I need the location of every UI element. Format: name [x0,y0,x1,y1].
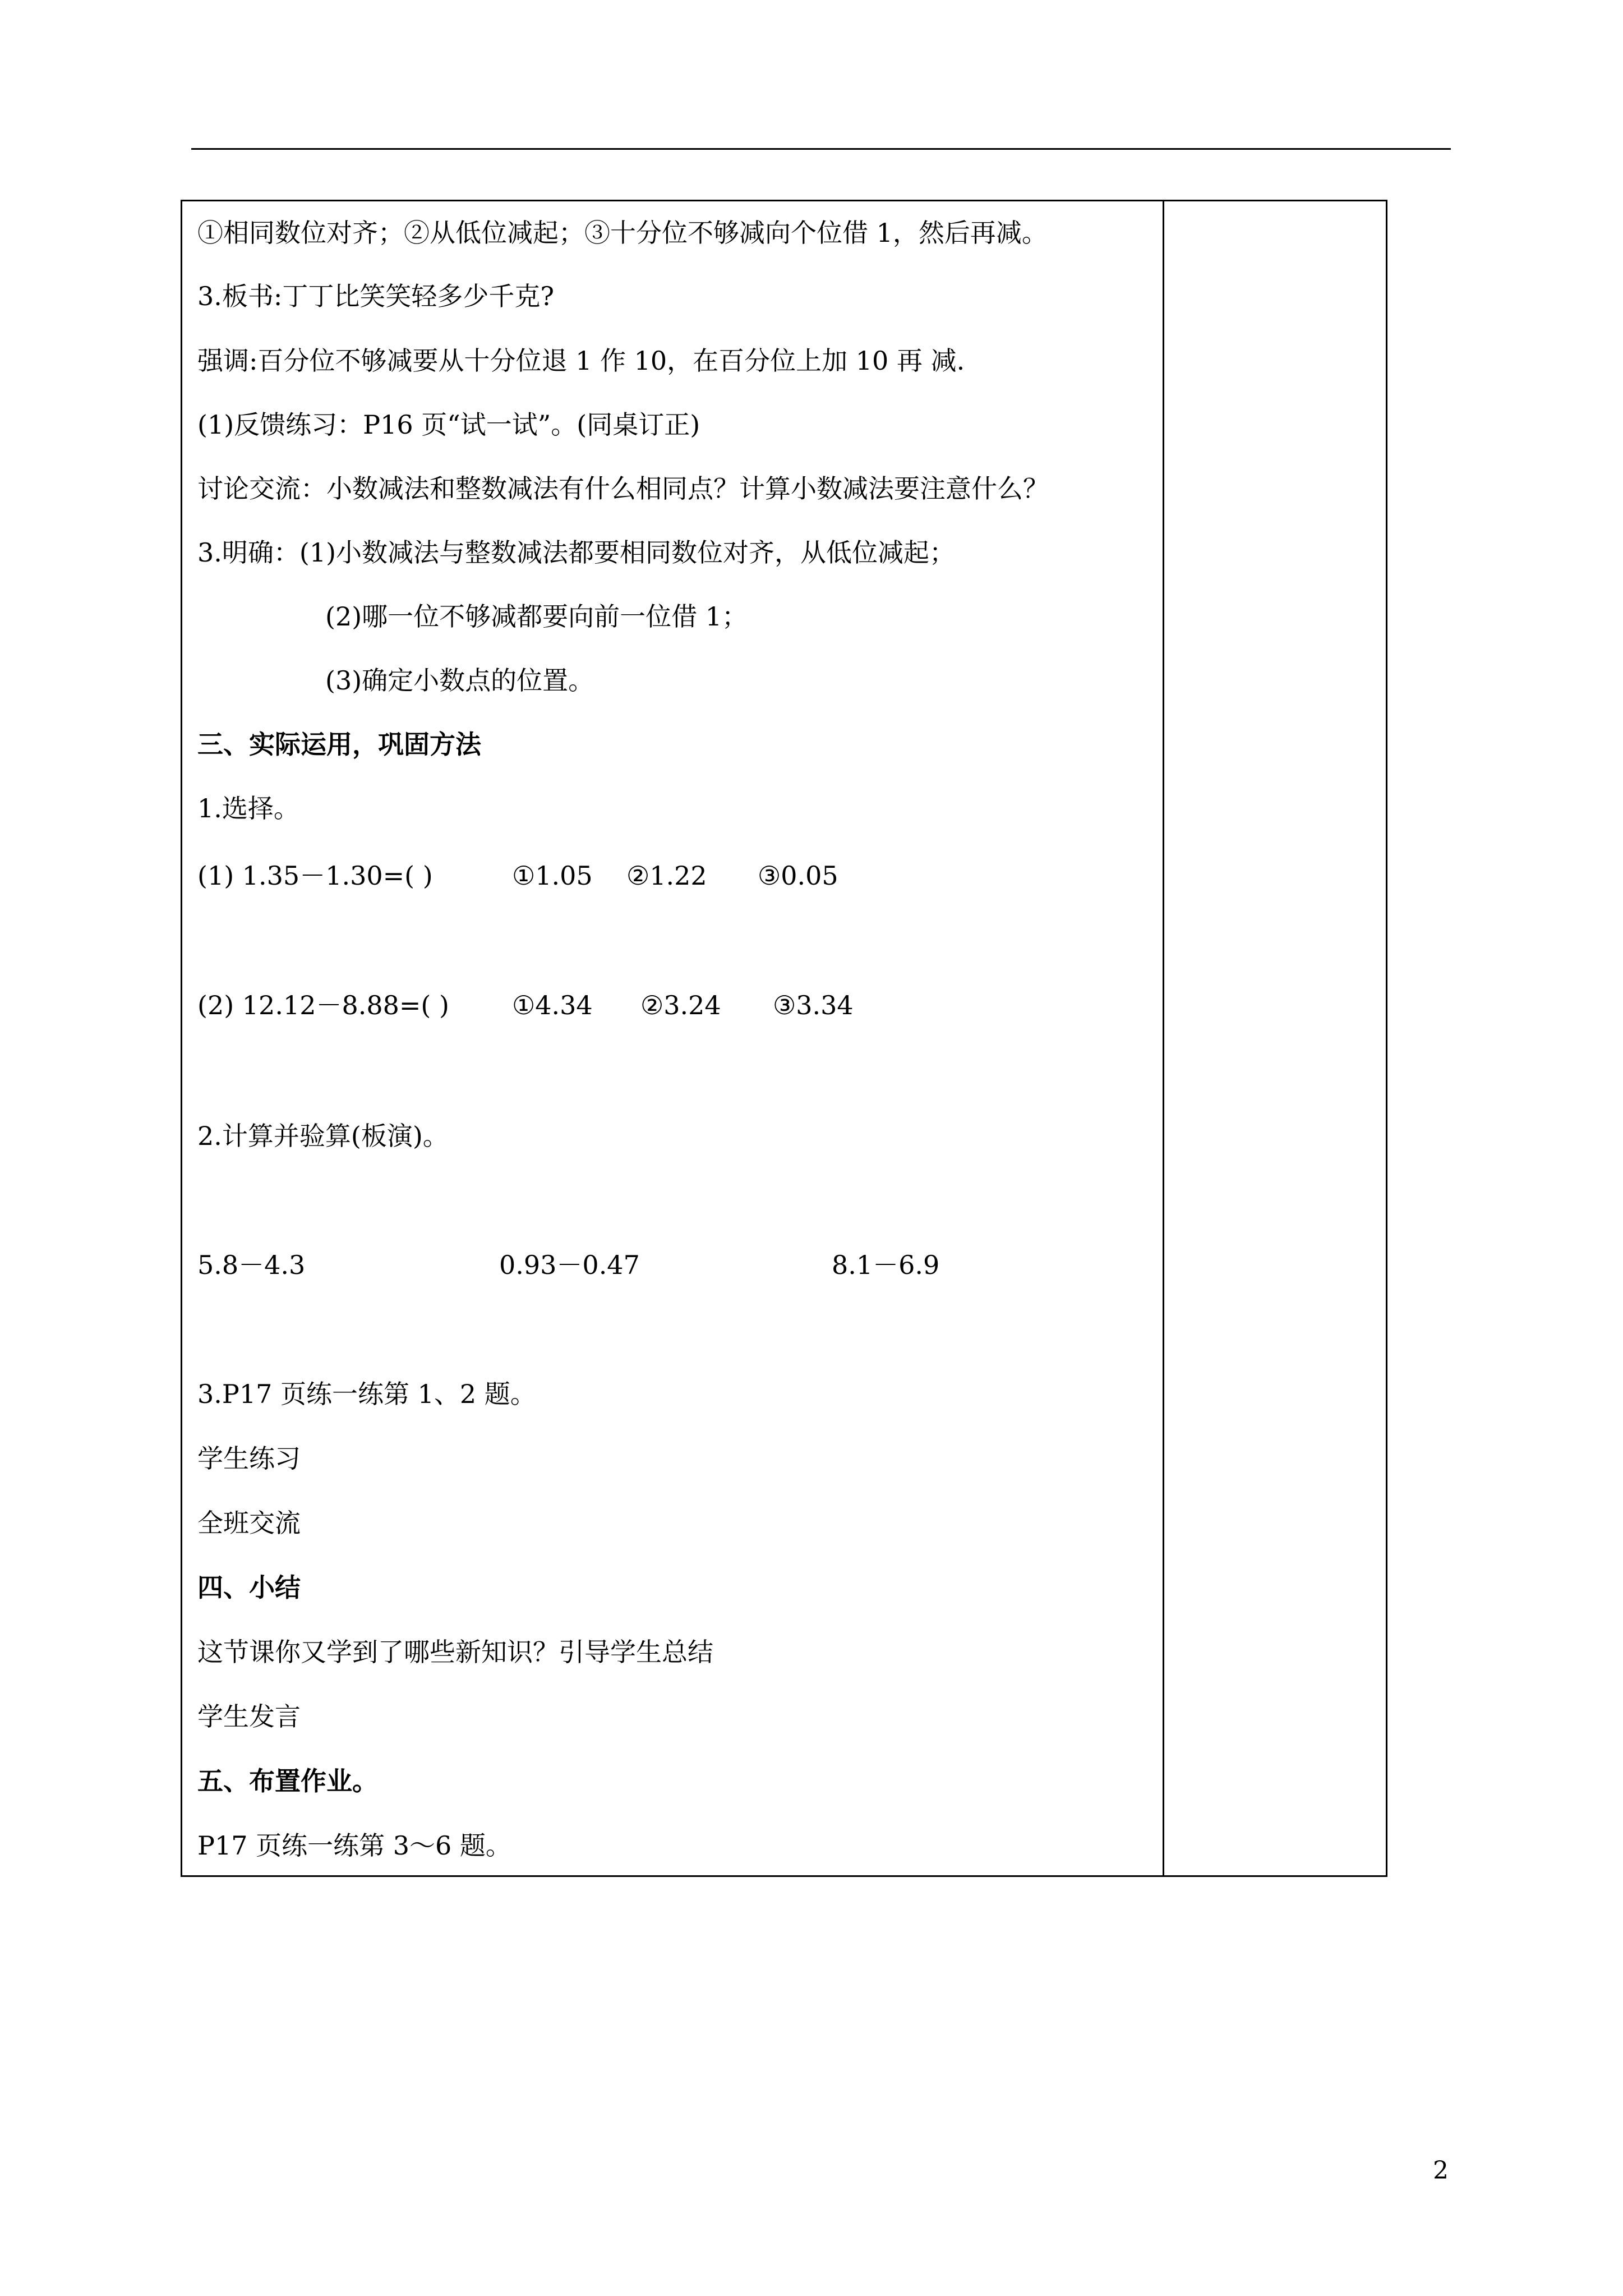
text-line-board-question: 3.板书:丁丁比笑笑轻多少千克? [197,281,555,311]
text-line-clarify-1: 3.明确：(1)小数减法与整数减法都要相同数位对齐，从低位减起； [197,537,956,568]
table-column-divider [1163,200,1164,1877]
text-line-exercise: 3.P17 页练一练第 1、2 题。 [197,1379,536,1409]
question-2-stem: (2) 12.12－8.88=( ) [197,990,449,1020]
calc-item-3: 8.1－6.9 [832,1250,940,1280]
text-line-clarify-3: (3)确定小数点的位置。 [325,665,594,696]
text-line-student-practice: 学生练习 [197,1443,301,1474]
lesson-table [181,200,1387,1877]
header-rule [191,148,1451,150]
question-1-option-3: ③0.05 [758,861,838,891]
page-number: 2 [1433,2156,1449,2185]
text-line-calc-title: 2.计算并验算(板演)。 [197,1121,449,1151]
question-2-option-1: ①4.34 [512,990,593,1020]
question-2-option-2: ②3.24 [640,990,721,1020]
question-1-option-2: ②1.22 [626,861,707,891]
text-line-choose: 1.选择。 [197,793,299,823]
text-line-homework: P17 页练一练第 3～6 题。 [197,1830,511,1861]
text-line-clarify-2: (2)哪一位不够减都要向前一位借 1； [325,601,748,632]
calc-item-1: 5.8－4.3 [197,1250,306,1280]
calc-item-2: 0.93－0.47 [499,1250,640,1280]
text-line-emphasis: 强调:百分位不够减要从十分位退 1 作 10，在百分位上加 10 再 减. [197,346,965,376]
question-2-option-3: ③3.34 [773,990,854,1020]
text-line-feedback-practice: (1)反馈练习：P16 页“试一试”。(同桌订正) [197,409,700,440]
text-line-rules: ①相同数位对齐；②从低位减起；③十分位不够减向个位借 1，然后再减。 [197,218,1048,248]
question-1-option-1: ①1.05 [512,861,593,891]
question-1-stem: (1) 1.35－1.30=( ) [197,861,433,891]
section-heading-practice: 三、实际运用，巩固方法 [197,729,481,760]
text-line-summary-question: 这节课你又学到了哪些新知识？引导学生总结 [197,1637,713,1667]
text-line-student-speak: 学生发言 [197,1701,301,1732]
text-line-discussion: 讨论交流：小数减法和整数减法有什么相同点？计算小数减法要注意什么？ [197,473,1049,504]
section-heading-summary: 四、小结 [197,1572,301,1603]
section-heading-homework: 五、布置作业。 [197,1766,378,1796]
text-line-class-exchange: 全班交流 [197,1508,301,1538]
